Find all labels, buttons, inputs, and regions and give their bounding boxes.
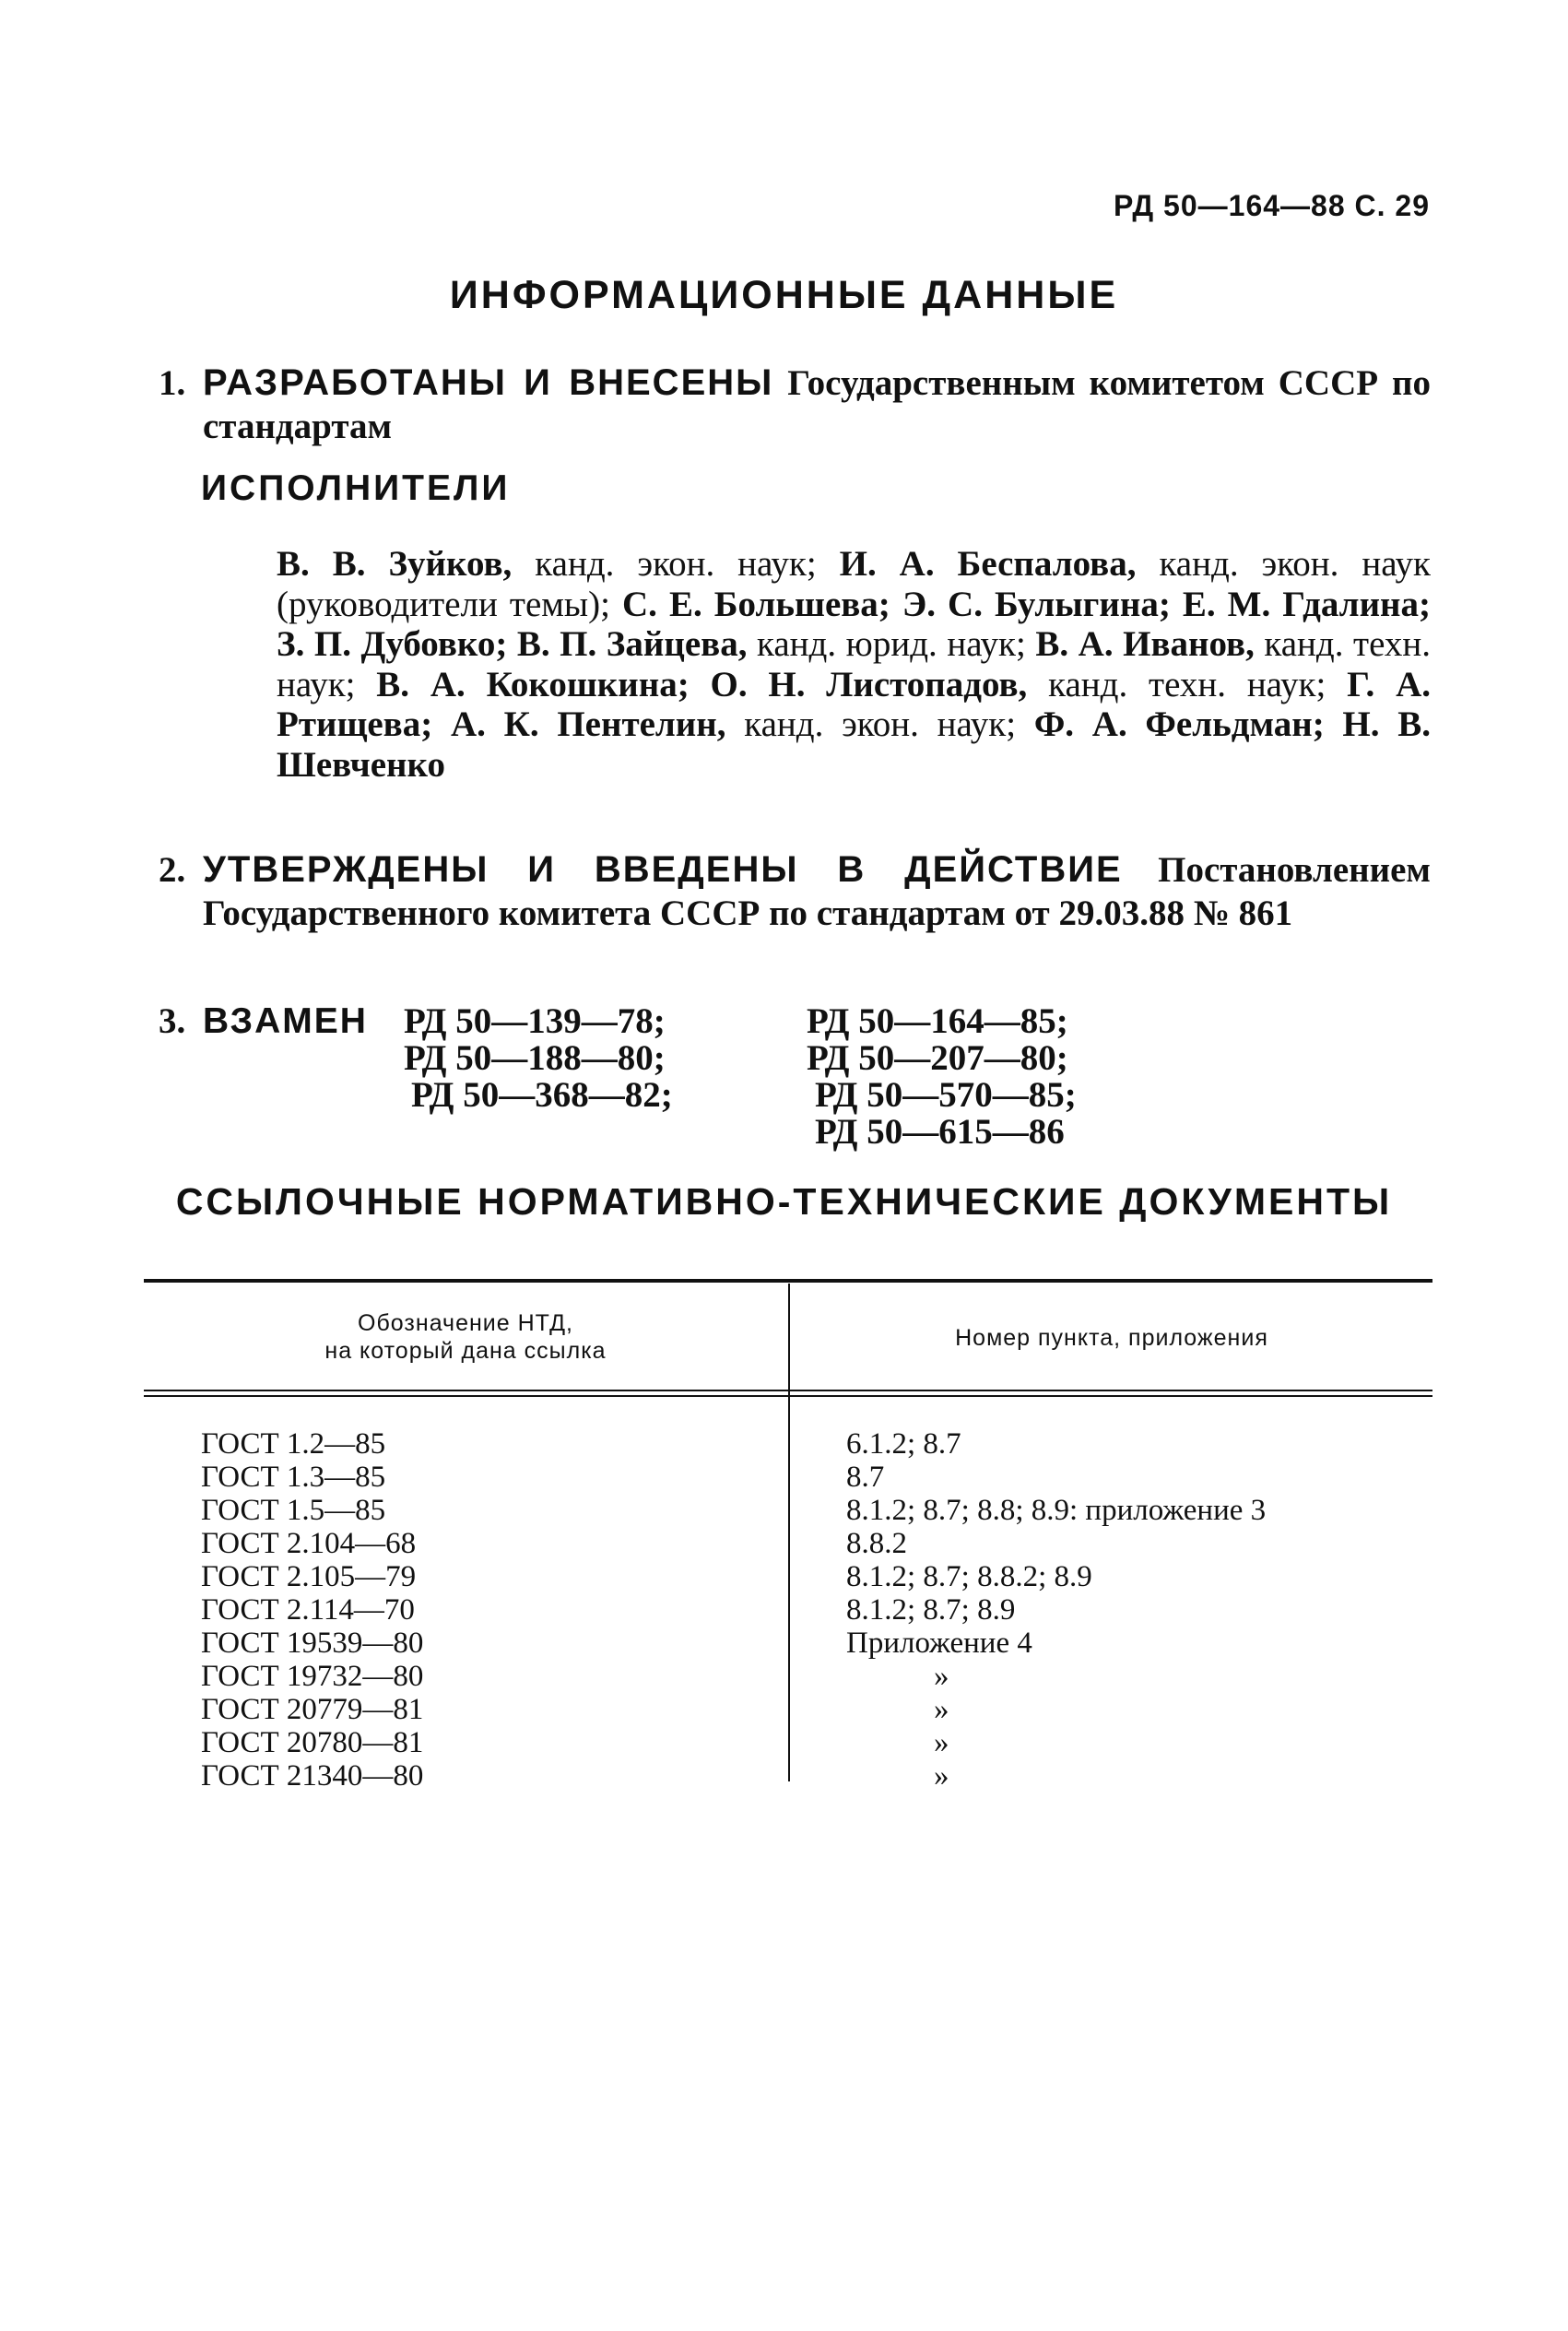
table-column-divider <box>788 1284 790 1781</box>
table-doc-column <box>201 1427 423 1793</box>
item-replaces <box>159 1003 1449 1160</box>
replaced-doc: РД 50—164—85; <box>807 1001 1068 1041</box>
table-cell-points: » <box>934 1759 949 1793</box>
performer-name: И. А. Беспалова, <box>839 544 1137 584</box>
performer-name: Ф. А. Фельдман; Н. В. Шевченко <box>277 704 1431 785</box>
table-cell-doc: ГОСТ 21340—80 <box>201 1759 424 1793</box>
table-cell-doc: ГОСТ 1.3—85 <box>201 1461 386 1494</box>
performer-degree: канд. экон. наук; <box>512 544 840 584</box>
item-number: 1. <box>159 363 186 403</box>
replaced-doc: РД 50—368—82; <box>411 1075 673 1115</box>
item-developed <box>159 361 1431 448</box>
replaces-label: ВЗАМЕН <box>203 1001 368 1041</box>
item-number: 2. <box>159 850 186 890</box>
table-head-right: Номер пункта, приложения <box>955 1325 1268 1351</box>
item-number: 3. <box>159 1001 186 1041</box>
table-cell-doc: ГОСТ 20779—81 <box>201 1693 424 1726</box>
table-cell-doc: ГОСТ 20780—81 <box>201 1726 424 1759</box>
table-cell-points: 6.1.2; 8.7 <box>846 1427 961 1461</box>
table-cell-doc: ГОСТ 2.104—68 <box>201 1527 417 1560</box>
replaced-doc: РД 50—570—85; <box>815 1075 1077 1115</box>
table-cell-points: 8.1.2; 8.7; 8.8; 8.9: приложение 3 <box>846 1494 1267 1527</box>
table-cell-points: 8.1.2; 8.7; 8.8.2; 8.9 <box>846 1560 1092 1593</box>
replaced-doc: РД 50—615—86 <box>815 1112 1065 1152</box>
performer-degree: канд. юрид. наук; <box>747 624 1036 664</box>
performer-name: С. Е. Большева; Э. С. Булыгина; Е. М. Гдалина; З. П. Дубовко; В. П. Зайцева, <box>277 584 1431 664</box>
replaced-doc: РД 50—139—78; <box>404 1001 666 1041</box>
performers-heading: ИСПОЛНИТЕЛИ <box>201 468 511 508</box>
table-points-column <box>846 1427 1266 1793</box>
table-cell-doc: ГОСТ 19539—80 <box>201 1627 424 1660</box>
performer-degree: канд. техн. наук; <box>277 624 1432 704</box>
table-cell-doc: ГОСТ 1.2—85 <box>201 1427 386 1461</box>
item-text: Постановлением Государственного комитета СССР по стандартам от 29.03.88 № 861 <box>203 850 1431 933</box>
item-text: Государственным комитетом СССР по стандартам <box>203 363 1432 446</box>
performer-name: В. А. Кокошкина; О. Н. Листопадов, <box>376 664 1028 704</box>
replaced-doc: РД 50—207—80; <box>807 1038 1068 1078</box>
table-head-left <box>144 1309 787 1365</box>
page-title: ИНФОРМАЦИОННЫЕ ДАННЫЕ <box>449 273 1119 317</box>
table-head-text: Обозначение НТД, <box>358 1310 573 1336</box>
table-cell-points: 8.8.2 <box>846 1527 907 1560</box>
table-cell-doc: ГОСТ 2.105—79 <box>201 1560 417 1593</box>
replaced-doc: РД 50—188—80; <box>404 1038 666 1078</box>
performer-degree: канд. экон. наук; <box>725 704 1034 744</box>
table-cell-points: Приложение 4 <box>846 1627 1032 1660</box>
performer-degree: канд. экон. наук (руководители темы); <box>277 544 1431 624</box>
table-head-text: на который дана ссылка <box>324 1338 607 1364</box>
item-approved <box>159 848 1431 935</box>
table-cell-points: 8.1.2; 8.7; 8.9 <box>846 1593 1016 1627</box>
item-caps: РАЗРАБОТАНЫ И ВНЕСЕНЫ <box>203 362 774 403</box>
table-cell-doc: ГОСТ 2.114—70 <box>201 1593 415 1627</box>
performer-name: В. В. Зуйков, <box>277 544 513 584</box>
table-cell-points: » <box>934 1726 949 1759</box>
references-title: ССЫЛОЧНЫЕ НОРМАТИВНО-ТЕХНИЧЕСКИЕ ДОКУМЕНТЫ <box>175 1180 1393 1223</box>
table-cell-doc: ГОСТ 19732—80 <box>201 1660 424 1693</box>
table-top-rule <box>144 1279 1432 1283</box>
table-cell-doc: ГОСТ 1.5—85 <box>201 1494 386 1527</box>
performer-degree: канд. техн. наук; <box>1027 664 1348 704</box>
table-cell-points: 8.7 <box>846 1461 885 1494</box>
page-header: РД 50—164—88 С. 29 <box>1114 189 1430 222</box>
performer-name: В. А. Иванов, <box>1035 624 1255 664</box>
performers-list <box>277 544 1431 785</box>
table-cell-points: » <box>934 1693 949 1726</box>
table-cell-points: » <box>934 1660 949 1693</box>
item-caps: УТВЕРЖДЕНЫ И ВВЕДЕНЫ В ДЕЙСТВИЕ <box>203 849 1123 890</box>
performer-name: Г. А. Ртищева; А. К. Пентелин, <box>277 664 1431 744</box>
